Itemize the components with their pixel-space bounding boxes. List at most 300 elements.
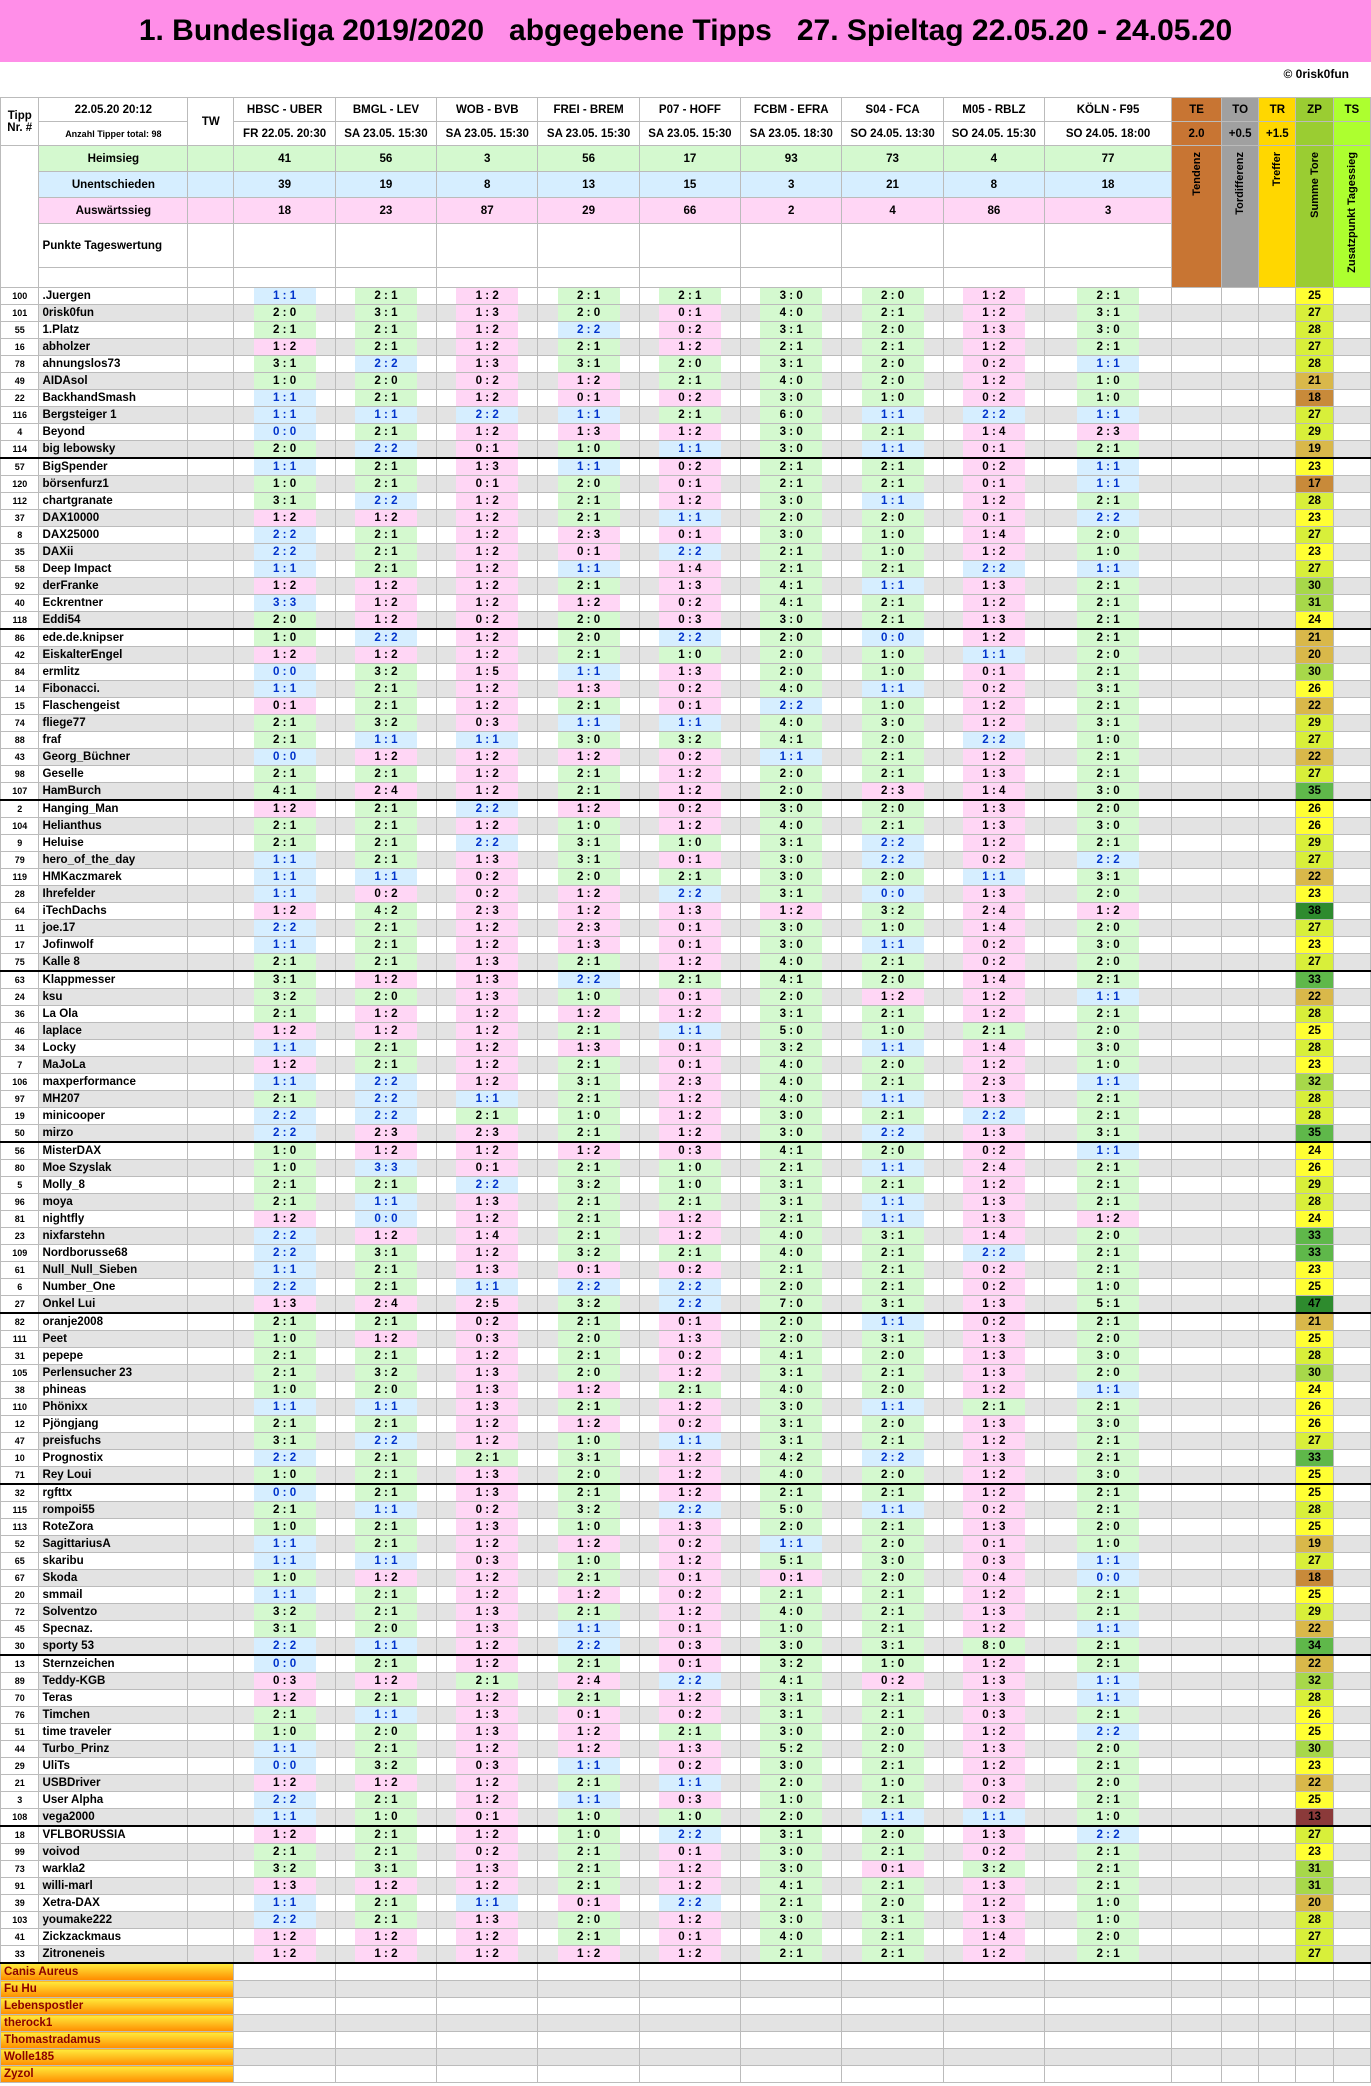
zp-score: 27 (1296, 852, 1333, 869)
tipp-nr: 81 (1, 1211, 39, 1228)
tip-cell: 2 : 1 (234, 954, 335, 972)
tip-cell: 0 : 2 (639, 800, 740, 818)
tip-cell: 5 : 0 (741, 1023, 842, 1040)
tip-cell: 1 : 0 (538, 818, 639, 835)
tip-cell: 2 : 1 (234, 1313, 335, 1331)
tip-cell: 2 : 1 (335, 818, 436, 835)
tip-cell: 3 : 1 (741, 1006, 842, 1023)
tip-cell: 2 : 1 (538, 1211, 639, 1228)
tip-cell: 2 : 1 (335, 1655, 436, 1673)
tip-cell: 2 : 1 (842, 476, 943, 493)
tipper-name: VFLBORUSSIA (39, 1826, 188, 1844)
tip-cell: 2 : 1 (842, 1519, 943, 1536)
tipper-name: oranje2008 (39, 1313, 188, 1331)
zp-score: 29 (1296, 424, 1333, 441)
zp-score: 26 (1296, 1416, 1333, 1433)
zp-score: 28 (1296, 1502, 1333, 1519)
tip-cell: 1 : 2 (437, 1587, 538, 1604)
tip-cell: 5 : 1 (741, 1553, 842, 1570)
tipper-name: maxperformance (39, 1074, 188, 1091)
table-row (1, 1279, 1371, 1296)
tip-cell: 2 : 1 (538, 1878, 639, 1895)
tip-cell: 1 : 2 (943, 715, 1044, 732)
tip-cell: 1 : 2 (437, 1638, 538, 1656)
tipper-name: .Juergen (39, 288, 188, 305)
tip-cell: 4 : 1 (741, 971, 842, 989)
tipp-nr: 61 (1, 1262, 39, 1279)
zp-score: 27 (1296, 1946, 1333, 1964)
table-row (1, 1690, 1371, 1707)
tip-cell: 1 : 2 (437, 1348, 538, 1365)
tip-cell: 0 : 0 (234, 424, 335, 441)
tipp-nr: 34 (1, 1040, 39, 1057)
tip-cell: 1 : 2 (943, 1895, 1044, 1912)
tipps-table (0, 97, 1371, 2083)
tip-cell: 3 : 0 (1045, 937, 1172, 954)
tip-cell: 2 : 1 (437, 1673, 538, 1690)
tip-cell: 0 : 2 (943, 1844, 1044, 1861)
tip-cell: 2 : 1 (234, 732, 335, 749)
table-row (1, 1023, 1371, 1040)
tip-cell: 4 : 1 (741, 578, 842, 595)
tip-cell: 0 : 1 (538, 1262, 639, 1279)
tip-cell: 1 : 1 (1045, 1553, 1172, 1570)
bonus-code: ZP (1296, 98, 1333, 122)
inactive-tipper: therock1 (1, 2015, 234, 2032)
tip-cell: 0 : 1 (639, 305, 740, 322)
tip-cell: 1 : 1 (538, 1758, 639, 1775)
tip-cell: 1 : 2 (943, 1484, 1044, 1502)
zp-score: 28 (1296, 1690, 1333, 1707)
tip-cell: 1 : 2 (639, 1690, 740, 1707)
tip-cell: 1 : 0 (234, 629, 335, 647)
tipper-name: Zickzackmaus (39, 1929, 188, 1946)
tip-cell: 0 : 2 (639, 1348, 740, 1365)
tip-cell: 2 : 2 (538, 322, 639, 339)
tip-cell: 2 : 1 (538, 1655, 639, 1673)
stat-count: 39 (234, 172, 335, 198)
zp-score: 24 (1296, 1382, 1333, 1399)
tip-cell: 2 : 1 (842, 1433, 943, 1450)
tip-cell: 0 : 1 (639, 698, 740, 715)
tip-cell: 2 : 0 (1045, 1741, 1172, 1758)
tip-cell: 2 : 1 (335, 1912, 436, 1929)
tip-cell: 3 : 1 (842, 1228, 943, 1245)
tip-cell: 2 : 0 (1045, 647, 1172, 664)
tip-cell: 1 : 2 (943, 1006, 1044, 1023)
tip-cell: 2 : 0 (741, 1313, 842, 1331)
tip-cell: 3 : 0 (1045, 1416, 1172, 1433)
tipper-name: Moe Szyslak (39, 1160, 188, 1177)
tip-cell: 2 : 1 (437, 1450, 538, 1467)
tip-cell: 1 : 2 (639, 1878, 740, 1895)
tip-cell: 2 : 0 (1045, 1929, 1172, 1946)
tip-cell: 2 : 1 (538, 578, 639, 595)
tip-cell: 2 : 0 (842, 1416, 943, 1433)
tip-cell: 1 : 2 (639, 493, 740, 510)
tip-cell: 1 : 1 (1045, 1074, 1172, 1091)
tip-cell: 1 : 1 (538, 1621, 639, 1638)
tipper-name: rompoi55 (39, 1502, 188, 1519)
zp-score: 28 (1296, 1348, 1333, 1365)
tip-cell: 0 : 1 (639, 1929, 740, 1946)
tipp-nr: 98 (1, 766, 39, 783)
tipp-nr: 100 (1, 288, 39, 305)
tipper-name: Georg_Büchner (39, 749, 188, 766)
tip-cell: 2 : 0 (538, 305, 639, 322)
tip-cell: 1 : 2 (234, 578, 335, 595)
tip-cell: 2 : 1 (335, 1792, 436, 1809)
inactive-tipper: Thomastradamus (1, 2032, 234, 2049)
tip-cell: 1 : 0 (234, 1467, 335, 1485)
tip-cell: 2 : 1 (1045, 1108, 1172, 1125)
table-row (1, 937, 1371, 954)
tip-cell: 3 : 1 (538, 356, 639, 373)
tip-cell: 1 : 2 (437, 595, 538, 612)
tip-cell: 2 : 1 (335, 1844, 436, 1861)
tip-cell: 2 : 2 (639, 886, 740, 903)
tip-cell: 2 : 2 (437, 800, 538, 818)
zp-score: 29 (1296, 1604, 1333, 1621)
tipper-name: 1.Platz (39, 322, 188, 339)
tip-cell: 1 : 3 (437, 954, 538, 972)
inactive-row (1, 1998, 1371, 2015)
tip-cell: 0 : 2 (639, 1416, 740, 1433)
tipper-name: Zitroneneis (39, 1946, 188, 1964)
tip-cell: 1 : 3 (943, 1091, 1044, 1108)
tip-cell: 0 : 3 (639, 612, 740, 630)
table-row (1, 1433, 1371, 1450)
tip-cell: 2 : 0 (741, 1279, 842, 1296)
tipp-nr: 78 (1, 356, 39, 373)
table-row (1, 1878, 1371, 1895)
tipper-name: Solventzo (39, 1604, 188, 1621)
table-row (1, 1570, 1371, 1587)
tip-cell: 2 : 1 (335, 339, 436, 356)
tip-cell: 2 : 1 (842, 1621, 943, 1638)
table-row (1, 971, 1371, 989)
tip-cell: 2 : 2 (639, 1673, 740, 1690)
tipp-nr: 115 (1, 1502, 39, 1519)
tip-cell: 1 : 2 (437, 1741, 538, 1758)
table-row (1, 441, 1371, 459)
tip-cell: 0 : 2 (943, 390, 1044, 407)
tipp-nr-header: Tipp Nr. # (1, 98, 39, 146)
zp-score: 23 (1296, 544, 1333, 561)
tip-cell: 2 : 1 (842, 1946, 943, 1964)
tip-cell: 2 : 1 (234, 322, 335, 339)
tip-cell: 2 : 1 (538, 698, 639, 715)
zp-score: 27 (1296, 766, 1333, 783)
tip-cell: 1 : 2 (437, 1655, 538, 1673)
tip-cell: 1 : 1 (437, 1279, 538, 1296)
tipper-name: iTechDachs (39, 903, 188, 920)
tip-cell: 3 : 1 (741, 1416, 842, 1433)
tip-cell: 1 : 4 (437, 1228, 538, 1245)
tip-cell: 1 : 2 (639, 1467, 740, 1485)
zp-score: 22 (1296, 698, 1333, 715)
tip-cell: 2 : 4 (335, 783, 436, 801)
match-teams: HBSC - UBER (234, 98, 335, 122)
tip-cell: 1 : 2 (335, 1228, 436, 1245)
tipper-name: Sternzeichen (39, 1655, 188, 1673)
tipp-nr: 63 (1, 971, 39, 989)
tip-cell: 2 : 2 (335, 1108, 436, 1125)
tipper-name: derFranke (39, 578, 188, 595)
tip-cell: 2 : 2 (234, 527, 335, 544)
tip-cell: 2 : 0 (842, 1536, 943, 1553)
tip-cell: 1 : 1 (234, 1074, 335, 1091)
tipp-nr: 73 (1, 1861, 39, 1878)
tip-cell: 1 : 3 (437, 1621, 538, 1638)
tip-cell: 1 : 2 (437, 937, 538, 954)
tip-cell: 2 : 1 (842, 1108, 943, 1125)
tipper-name: La Ola (39, 1006, 188, 1023)
tip-cell: 1 : 2 (335, 1006, 436, 1023)
tip-cell: 1 : 2 (437, 766, 538, 783)
table-row (1, 373, 1371, 390)
tip-cell: 1 : 2 (437, 1690, 538, 1707)
match-teams: FCBM - EFRA (741, 98, 842, 122)
table-row (1, 766, 1371, 783)
tipp-nr: 103 (1, 1912, 39, 1929)
tipper-name: rgfttx (39, 1484, 188, 1502)
tip-cell: 3 : 1 (335, 305, 436, 322)
tipp-nr: 11 (1, 920, 39, 937)
tipper-name: moya (39, 1194, 188, 1211)
tipp-nr: 49 (1, 373, 39, 390)
tipp-nr: 43 (1, 749, 39, 766)
stat-count: 23 (335, 198, 436, 224)
tip-cell: 2 : 1 (741, 476, 842, 493)
tip-cell: 1 : 1 (639, 441, 740, 459)
tip-cell: 2 : 1 (842, 1758, 943, 1775)
tipper-name: SagittariusA (39, 1536, 188, 1553)
table-row (1, 818, 1371, 835)
tip-cell: 2 : 1 (842, 561, 943, 578)
tip-cell: 2 : 1 (842, 612, 943, 630)
tip-cell: 2 : 1 (741, 1211, 842, 1228)
table-row (1, 954, 1371, 972)
tip-cell: 2 : 1 (538, 954, 639, 972)
tip-cell: 1 : 2 (943, 835, 1044, 852)
bonus-label: Tordifferenz (1222, 146, 1259, 288)
zp-score: 23 (1296, 886, 1333, 903)
tip-cell: 0 : 2 (437, 1313, 538, 1331)
tipper-name: phineas (39, 1382, 188, 1399)
table-row (1, 1450, 1371, 1467)
zp-score: 18 (1296, 390, 1333, 407)
tip-cell: 2 : 0 (842, 971, 943, 989)
tip-cell: 1 : 1 (639, 715, 740, 732)
tip-cell: 1 : 1 (842, 1313, 943, 1331)
tip-cell: 1 : 2 (943, 1724, 1044, 1741)
tip-cell: 2 : 1 (741, 339, 842, 356)
tip-cell: 1 : 2 (437, 1211, 538, 1228)
tipper-name: Beyond (39, 424, 188, 441)
tip-cell: 0 : 1 (538, 544, 639, 561)
tip-cell: 4 : 1 (741, 1673, 842, 1690)
table-row (1, 1108, 1371, 1125)
tip-cell: 2 : 0 (1045, 1519, 1172, 1536)
tip-cell: 1 : 0 (234, 1724, 335, 1741)
zp-score: 25 (1296, 288, 1333, 305)
tipp-nr: 15 (1, 698, 39, 715)
match-date: SO 24.05. 15:30 (943, 122, 1044, 146)
stat-count: 13 (538, 172, 639, 198)
table-row (1, 1382, 1371, 1399)
tip-cell: 2 : 1 (538, 1775, 639, 1792)
table-row (1, 476, 1371, 493)
tip-cell: 2 : 2 (1045, 1826, 1172, 1844)
tip-cell: 2 : 0 (538, 869, 639, 886)
tip-cell: 2 : 2 (538, 971, 639, 989)
tip-cell: 1 : 2 (437, 322, 538, 339)
tipper-name: MH207 (39, 1091, 188, 1108)
tip-cell: 1 : 3 (234, 1296, 335, 1314)
stat-count: 4 (943, 146, 1044, 172)
tipp-nr: 4 (1, 424, 39, 441)
table-row (1, 339, 1371, 356)
tip-cell: 2 : 1 (842, 1262, 943, 1279)
tip-cell: 0 : 2 (943, 1279, 1044, 1296)
tipper-name: Rey Loui (39, 1467, 188, 1485)
tip-cell: 1 : 2 (639, 1604, 740, 1621)
zp-score: 27 (1296, 527, 1333, 544)
table-row (1, 578, 1371, 595)
tip-cell: 4 : 1 (234, 783, 335, 801)
tip-cell: 2 : 1 (335, 835, 436, 852)
tipp-nr: 24 (1, 989, 39, 1006)
zp-score: 32 (1296, 1673, 1333, 1690)
tip-cell: 2 : 2 (234, 1638, 335, 1656)
tip-cell: 1 : 1 (639, 510, 740, 527)
tip-cell: 2 : 0 (842, 356, 943, 373)
tip-cell: 1 : 1 (437, 732, 538, 749)
tip-cell: 2 : 3 (335, 1125, 436, 1143)
tipp-nr: 12 (1, 1416, 39, 1433)
tip-cell: 0 : 3 (639, 1792, 740, 1809)
tip-cell: 2 : 0 (842, 322, 943, 339)
tip-cell: 2 : 1 (335, 1450, 436, 1467)
zp-score: 25 (1296, 1467, 1333, 1485)
tip-cell: 0 : 2 (639, 749, 740, 766)
stat-count: 2 (741, 198, 842, 224)
tip-cell: 1 : 2 (437, 1946, 538, 1964)
tip-cell: 5 : 1 (1045, 1296, 1172, 1314)
tip-cell: 1 : 2 (943, 339, 1044, 356)
tip-cell: 0 : 1 (639, 1313, 740, 1331)
stat-label: Heimsieg (39, 146, 188, 172)
table-row (1, 1348, 1371, 1365)
tip-cell: 0 : 0 (1045, 1570, 1172, 1587)
tip-cell: 2 : 1 (335, 390, 436, 407)
table-row (1, 1775, 1371, 1792)
page-title: 1. Bundesliga 2019/2020 abgegebene Tipps 27. Spieltag 22.05.20 - 24.05.20 (0, 0, 1371, 62)
tip-cell: 1 : 2 (538, 886, 639, 903)
tip-cell: 2 : 1 (335, 1467, 436, 1485)
tip-cell: 1 : 3 (943, 578, 1044, 595)
tip-cell: 1 : 2 (335, 1946, 436, 1964)
stat-count: 3 (437, 146, 538, 172)
tip-cell: 2 : 1 (741, 1587, 842, 1604)
tip-cell: 1 : 0 (538, 1433, 639, 1450)
tip-cell: 1 : 3 (437, 356, 538, 373)
tipper-name: BigSpender (39, 458, 188, 476)
tip-cell: 3 : 1 (741, 1826, 842, 1844)
tip-cell: 0 : 1 (943, 441, 1044, 459)
table-row (1, 305, 1371, 322)
tipper-name: Deep Impact (39, 561, 188, 578)
bonus-value (1333, 122, 1370, 146)
zp-score: 22 (1296, 1621, 1333, 1638)
tip-cell: 2 : 1 (842, 1844, 943, 1861)
table-row (1, 561, 1371, 578)
tip-cell: 1 : 2 (335, 1775, 436, 1792)
tip-cell: 0 : 1 (639, 937, 740, 954)
tip-cell: 3 : 0 (741, 1861, 842, 1878)
zp-score: 23 (1296, 510, 1333, 527)
tip-cell: 2 : 1 (1045, 1878, 1172, 1895)
tip-cell: 0 : 2 (639, 1536, 740, 1553)
tip-cell: 1 : 3 (943, 800, 1044, 818)
tipper-name: big lebowsky (39, 441, 188, 459)
tip-cell: 1 : 2 (639, 1091, 740, 1108)
tip-cell: 3 : 0 (741, 527, 842, 544)
tip-cell: 1 : 1 (842, 1194, 943, 1211)
tip-cell: 0 : 2 (437, 612, 538, 630)
tip-cell: 2 : 1 (943, 1399, 1044, 1416)
table-row (1, 1484, 1371, 1502)
tip-cell: 3 : 0 (1045, 1348, 1172, 1365)
inactive-row (1, 2049, 1371, 2066)
tip-cell: 4 : 0 (741, 1604, 842, 1621)
table-row (1, 903, 1371, 920)
tip-cell: 1 : 3 (943, 1826, 1044, 1844)
tip-cell: 6 : 0 (741, 407, 842, 424)
tip-cell: 1 : 2 (437, 424, 538, 441)
tip-cell: 1 : 0 (538, 1519, 639, 1536)
match-teams: KÖLN - F95 (1045, 98, 1172, 122)
stat-count: 41 (234, 146, 335, 172)
tip-cell: 2 : 0 (741, 1809, 842, 1827)
tip-cell: 3 : 1 (1045, 1125, 1172, 1143)
tipper-name: Perlensucher 23 (39, 1365, 188, 1382)
tip-cell: 2 : 0 (1045, 954, 1172, 972)
tip-cell: 2 : 1 (335, 1057, 436, 1074)
zp-score: 23 (1296, 1057, 1333, 1074)
tip-cell: 2 : 1 (234, 766, 335, 783)
tip-cell: 2 : 1 (538, 510, 639, 527)
tip-cell: 1 : 2 (437, 749, 538, 766)
tip-cell: 3 : 2 (335, 1365, 436, 1382)
tipp-nr: 39 (1, 1895, 39, 1912)
tip-cell: 1 : 0 (234, 1570, 335, 1587)
tip-cell: 1 : 2 (437, 510, 538, 527)
tipp-nr: 37 (1, 510, 39, 527)
tip-cell: 2 : 0 (741, 510, 842, 527)
tip-cell: 4 : 0 (741, 305, 842, 322)
tip-cell: 2 : 1 (842, 1177, 943, 1194)
tipp-nr: 111 (1, 1331, 39, 1348)
zp-score: 26 (1296, 1160, 1333, 1177)
tip-cell: 1 : 3 (639, 578, 740, 595)
zp-score: 28 (1296, 356, 1333, 373)
tip-cell: 1 : 1 (943, 647, 1044, 664)
tip-cell: 1 : 3 (639, 1331, 740, 1348)
tipp-nr: 92 (1, 578, 39, 595)
tip-cell: 2 : 1 (1045, 1484, 1172, 1502)
